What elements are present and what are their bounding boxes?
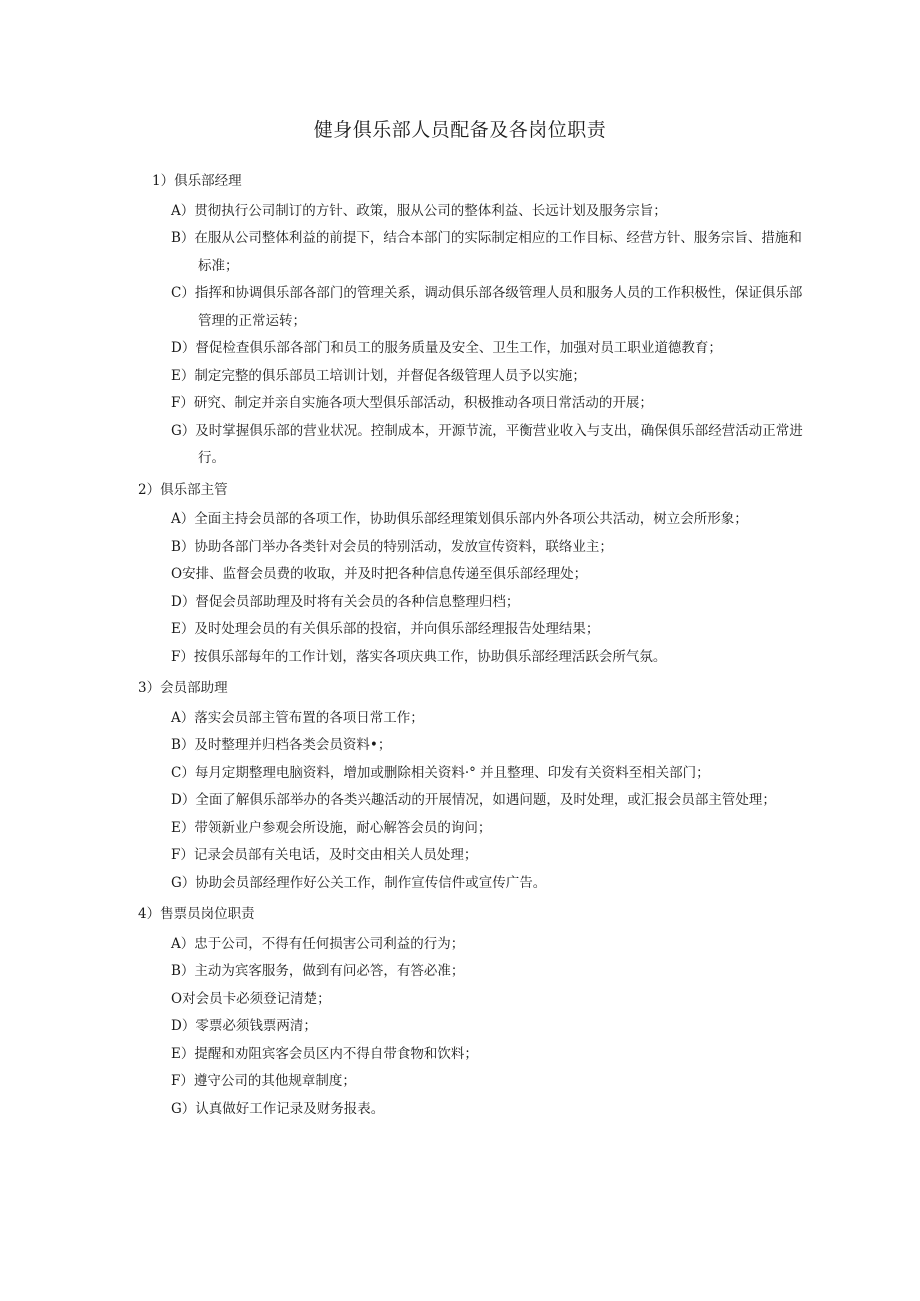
list-item: F）遵守公司的其他规章制度； bbox=[171, 1073, 356, 1089]
list-item: E）提醒和劝阻宾客会员区内不得自带食物和饮料； bbox=[171, 1045, 478, 1062]
list-item: E）及时处理会员的有关俱乐部的投宿，并向俱乐部经理报告处理结果； bbox=[171, 621, 600, 637]
list-item: B）及时整理并归档各类会员资料•； bbox=[171, 737, 392, 753]
list-item: C）每月定期整理电脑资料，增加或删除相关资料·° 并且整理、印发有关资料至相关部门； bbox=[171, 764, 710, 781]
list-item: D）全面了解俱乐部举办的各类兴趣活动的开展情况，如遇问题，及时处理，或汇报会员部主管处理； bbox=[171, 792, 776, 808]
list-item: A）忠于公司，不得有任何损害公司利益的行为； bbox=[171, 935, 465, 952]
list-item: B）协助各部门举办各类针对会员的特别活动，发放宣传资料，联络业主； bbox=[171, 538, 613, 555]
list-item: E）带领新业户参观会所设施，耐心解答会员的询问； bbox=[171, 819, 492, 836]
list-item: D）督促检查俱乐部各部门和员工的服务质量及安全、卫生工作，加强对员工职业道德教育； bbox=[171, 340, 722, 356]
section-heading-member-assistant: 3）会员部助理 bbox=[138, 680, 228, 696]
list-item: A）全面主持会员部的各项工作，协助俱乐部经理策划俱乐部内外各项公共活动，树立会所形象； bbox=[171, 511, 748, 527]
list-item: O安排、监督会员费的收取，并及时把各种信息传递至俱乐部经理处； bbox=[171, 566, 588, 582]
list-item: G）协助会员部经理作好公关工作，制作宣传信件或宣传广告。 bbox=[171, 874, 547, 891]
list-item: F）按俱乐部每年的工作计划，落实各项庆典工作，协助俱乐部经理活跃会所气氛。 bbox=[171, 648, 667, 665]
document-body bbox=[0, 170, 920, 1123]
list-item: B）主动为宾客服务，做到有问必答，有答必准； bbox=[171, 963, 465, 979]
list-item: A）落实会员部主管布置的各项日常工作； bbox=[171, 709, 424, 726]
list-item: D）零票必须钱票两清； bbox=[171, 1018, 317, 1034]
list-item: B）在服从公司整体利益的前提下，结合本部门的实际制定相应的工作目标、经营方针、服务宗旨、措施和标准； bbox=[171, 230, 802, 274]
section-heading-manager: 1）俱乐部经理 bbox=[152, 173, 242, 189]
list-item: A）贯彻执行公司制订的方针、政策，服从公司的整体利益、长远计划及服务宗旨； bbox=[171, 202, 667, 219]
list-item: E）制定完整的俱乐部员工培训计划，并督促各级管理人员予以实施； bbox=[171, 367, 586, 384]
list-item: F）研究、制定并亲自实施各项大型俱乐部活动，积极推动各项日常活动的开展； bbox=[171, 395, 653, 411]
list-item: G）认真做好工作记录及财务报表。 bbox=[171, 1100, 385, 1117]
list-item: G）及时掌握俱乐部的营业状况。控制成本，开源节流，平衡营业收入与支出，确保俱乐部经营活动正常进行。 bbox=[171, 422, 803, 466]
list-item: F）记录会员部有关电话，及时交由相关人员处理； bbox=[171, 847, 478, 863]
list-item: O对会员卡必须登记清楚； bbox=[171, 990, 331, 1007]
section-heading-ticket-seller: 4）售票员岗位职责 bbox=[138, 906, 255, 922]
section-heading-supervisor: 2）俱乐部主管 bbox=[138, 481, 228, 498]
list-item: D）督促会员部助理及时将有关会员的各种信息整理归档； bbox=[171, 593, 520, 610]
document-title: 健身俱乐部人员配备及各岗位职责 bbox=[313, 119, 607, 141]
list-item: C）指挥和协调俱乐部各部门的管理关系，调动俱乐部各级管理人员和服务人员的工作积极性，保证俱乐部管理的正常运转； bbox=[171, 285, 803, 329]
